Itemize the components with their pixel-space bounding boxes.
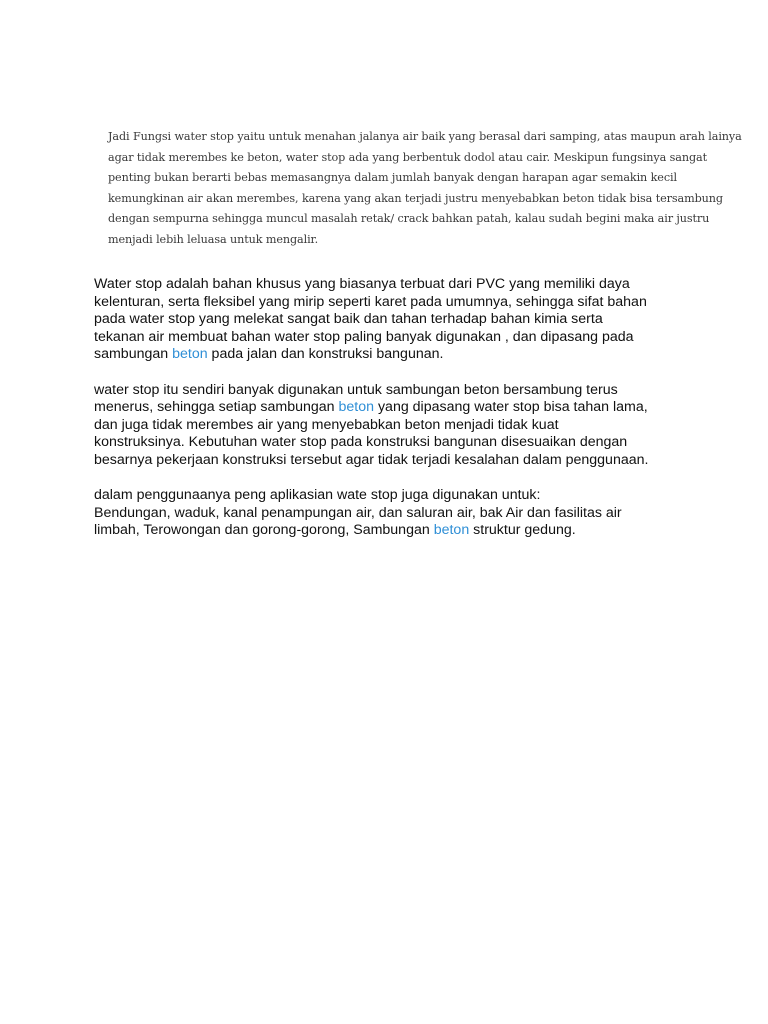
paragraph-applications — [94, 487, 694, 540]
paragraph-definition — [94, 276, 694, 364]
text-line: Bendungan, waduk, kanal penampungan air, dan saluran air, bak Air dan fasilitas air — [94, 504, 622, 521]
beton-link[interactable]: beton — [172, 346, 208, 363]
text-line: water stop itu sendiri banyak digunakan untuk sambungan beton bersambung terus — [94, 381, 618, 398]
quoted-text-image — [108, 127, 742, 251]
text-segment: yang dipasang water stop bisa tahan lama, — [374, 399, 648, 416]
text-segment: menerus, sehingga setiap sambungan — [94, 399, 339, 416]
text-line — [94, 346, 694, 364]
beton-link[interactable]: beton — [433, 522, 470, 539]
text-line: Water stop adalah bahan khusus yang biasanya terbuat dari PVC yang memiliki daya — [94, 276, 630, 292]
quote-line: dengan sempurna sehingga muncul masalah retak/ crack bahkan patah, kalau sudah begini maka air justru — [108, 212, 710, 226]
text-line: tekanan air membuat bahan water stop paling banyak digunakan , dan dipasang pada — [94, 328, 634, 345]
text-line: besarnya pekerjaan konstruksi tersebut agar tidak terjadi kesalahan dalam penggunaan. — [94, 451, 649, 468]
quote-line: menjadi lebih leluasa untuk mengalir. — [108, 232, 319, 246]
quote-line: agar tidak merembes ke beton, water stop ada yang berbentuk dodol atau cair. Meskipun fungsinya sangat — [108, 150, 707, 164]
text-line: konstruksinya. Kebutuhan water stop pada konstruksi bangunan disesuaikan dengan — [94, 434, 628, 451]
beton-link[interactable]: beton — [338, 399, 375, 416]
paragraph-usage — [94, 382, 694, 470]
quote-line: penting bukan berarti bebas memasangnya dalam jumlah banyak dengan harapan agar semakin kecil — [108, 171, 677, 185]
text-line — [94, 399, 694, 417]
text-line: pada water stop yang melekat sangat baik dan tahan terhadap bahan kimia serta — [94, 311, 603, 328]
body-text — [94, 276, 694, 558]
text-line: kelenturan, serta fleksibel yang mirip seperti karet pada umumnya, sehingga sifat bahan — [94, 293, 647, 310]
text-line: dalam penggunaanya peng aplikasian wate stop juga digunakan untuk: — [94, 487, 541, 504]
quote-line: kemungkinan air akan merembes, karena yang akan terjadi justru menyebabkan beton tidak bisa tersambung — [108, 191, 723, 205]
text-line: dan juga tidak merembes air yang menyebabkan beton menjadi tidak kuat — [94, 416, 559, 433]
quote-line: Jadi Fungsi water stop yaitu untuk menahan jalanya air baik yang berasal dari samping, atas maupun arah lainya — [108, 130, 742, 143]
text-segment: limbah, Terowongan dan gorong-gorong, Sambungan — [94, 522, 434, 539]
text-segment: sambungan — [94, 346, 173, 363]
text-segment: struktur gedung. — [469, 522, 576, 539]
text-line — [94, 522, 694, 540]
text-segment: pada jalan dan konstruksi bangunan. — [207, 346, 444, 363]
